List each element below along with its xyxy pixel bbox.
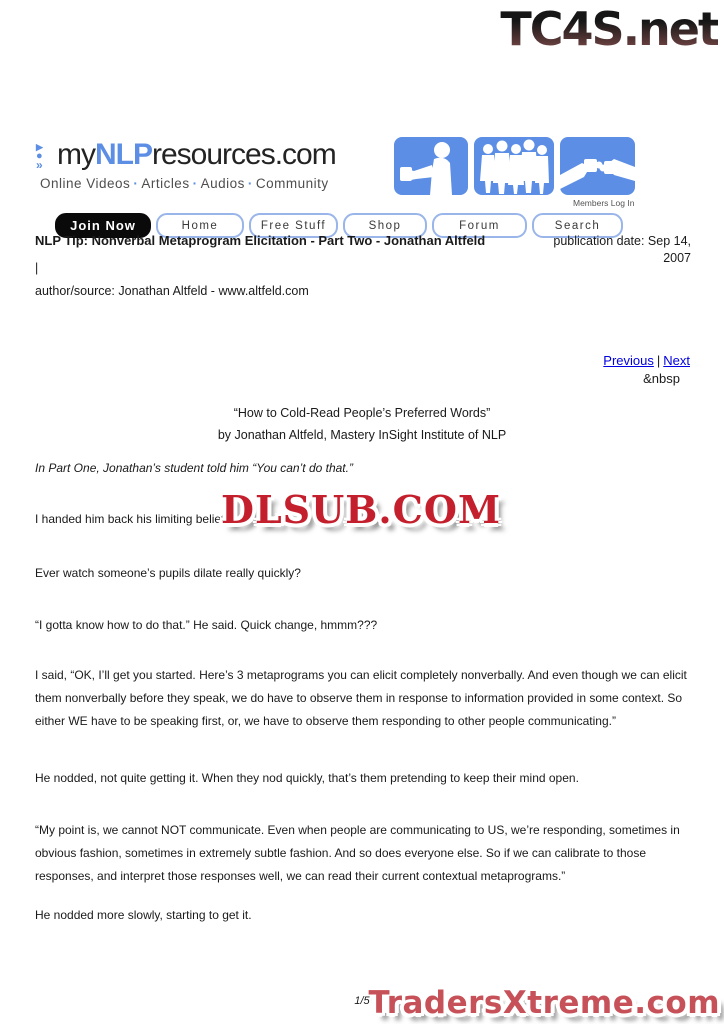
paragraph: I handed him back his limiting belief: [35, 512, 225, 526]
tagline-word: Audios: [200, 176, 245, 191]
pipe-separator: |: [35, 261, 39, 275]
dot-icon: ●: [36, 150, 43, 162]
next-link[interactable]: Next: [663, 353, 690, 368]
article-subtitle: [0, 402, 724, 446]
tab-shop[interactable]: Shop: [343, 213, 427, 238]
tagline-word: Articles: [141, 176, 190, 191]
article-header: [35, 233, 691, 248]
people-group-image: [474, 137, 554, 195]
members-login-link[interactable]: Members Log In: [573, 198, 635, 208]
tradersxtreme-watermark: TradersXtreme.com: [368, 985, 720, 1021]
nbsp-text: &nbsp: [643, 371, 680, 386]
people-group-icon: [474, 137, 554, 195]
logo-prefix: my: [57, 138, 95, 171]
paragraph: “I gotta know how to do that.” He said. Quick change, hmmm???: [35, 618, 378, 632]
quote-title: “How to Cold-Read People’s Preferred Words”: [233, 406, 491, 420]
header-image-strip: [394, 137, 635, 195]
tagline-dot: ·: [133, 176, 139, 191]
camera-person-icon: [394, 137, 468, 195]
play-icon: ▶: [36, 142, 43, 152]
tab-forum[interactable]: Forum: [432, 213, 527, 238]
logo-highlight: NLP: [95, 138, 152, 171]
tab-join-now[interactable]: Join Now: [55, 213, 151, 238]
paragraph: He nodded, not quite getting it. When they nod quickly, that’s them pretending to keep their mind open.: [35, 771, 579, 785]
logo-suffix: resources.com: [152, 138, 336, 171]
tagline-dot: ·: [192, 176, 198, 191]
paragraph: Ever watch someone’s pupils dilate really quickly?: [35, 566, 301, 580]
publication-date: publication date: Sep 14,: [553, 234, 691, 248]
site-logo[interactable]: [57, 138, 336, 172]
site-logo-icon: [36, 143, 43, 170]
pager: [603, 353, 690, 368]
publication-year: 2007: [663, 251, 691, 265]
paragraph: “My point is, we cannot NOT communicate. Even when people are communicating to US, we’re responding, sometimes in obvious fashion, sometimes in extremely subtle fashion. And so does everyone else. So if we can calibrate to those responses, and interpret those responses well, we can read their current contextual metaprograms.”: [35, 823, 680, 883]
tab-home[interactable]: Home: [156, 213, 244, 238]
tagline-word: Community: [255, 176, 329, 191]
paragraph: I said, “OK, I’ll get you started. Here’s 3 metaprograms you can elicit completely nonverbally. And even though we can elicit them nonverbally before they speak, we do have to observe them in response to information provided in some context. So either WE have to be speaking first, or, we have to observe them responding to other people communicating.”: [35, 668, 687, 728]
tagline-dot: ·: [247, 176, 253, 191]
paragraph: He nodded more slowly, starting to get it.: [35, 908, 252, 922]
tc4s-watermark: TC4S.net: [500, 2, 718, 56]
tagline-word: Online Videos: [40, 176, 131, 191]
dlsub-watermark: DLSUB.COM: [221, 487, 502, 532]
pager-separator: |: [656, 353, 661, 368]
page-number: 1/5: [354, 995, 370, 1007]
site-tagline: [40, 176, 329, 191]
author-source-line: author/source: Jonathan Altfeld - www.altfeld.com: [35, 284, 309, 298]
tab-search[interactable]: Search: [532, 213, 623, 238]
camera-person-image: [394, 137, 468, 195]
page-title: NLP Tip: Nonverbal Metaprogram Elicitation - Part Two - Jonathan Altfeld: [35, 233, 486, 248]
quote-byline: by Jonathan Altfeld, Mastery InSight Institute of NLP: [217, 428, 507, 442]
previous-link[interactable]: Previous: [603, 353, 654, 368]
puzzle-hands-icon: [560, 137, 635, 195]
chevrons-icon: »: [36, 158, 40, 172]
puzzle-hands-image: [560, 137, 635, 195]
paragraph: In Part One, Jonathan’s student told him “You can’t do that.”: [35, 461, 353, 475]
tab-free-stuff[interactable]: Free Stuff: [249, 213, 338, 238]
